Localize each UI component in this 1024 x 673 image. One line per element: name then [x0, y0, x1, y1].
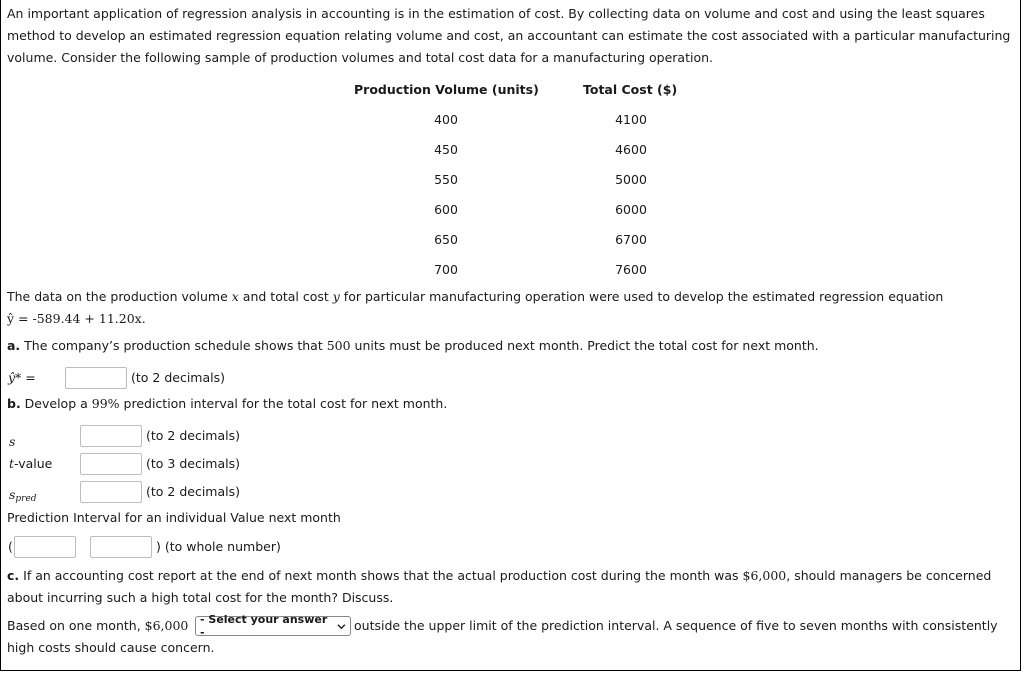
regression-equation: ŷ = -589.44 + 11.20x.	[7, 311, 146, 326]
interval-label: Prediction Interval for an individual Value next month	[7, 510, 341, 525]
t-value-suffix: -value	[14, 456, 53, 471]
part-a-text-b: units must be produced next month. Predict the total cost for next month.	[350, 338, 819, 353]
t-value-input[interactable]	[80, 453, 142, 475]
part-a-text-a: The company’s production schedule shows that	[20, 338, 327, 353]
interval-open-paren: (	[8, 539, 13, 554]
intro-line-1: An important application of regression analysis in accounting is in the estimation of cost. By collecting data on volume and cost and using the least squares	[7, 6, 985, 21]
interval-lower-input[interactable]	[14, 536, 76, 558]
equation-text-c: for particular manufacturing operation were used to develop the estimated regression equation	[339, 289, 944, 304]
part-b-pct: 99%	[91, 396, 120, 411]
table-cell: 550	[434, 172, 458, 187]
table-cell: 4600	[615, 142, 647, 157]
table-cell: 5000	[615, 172, 647, 187]
part-c-text-a: If an accounting cost report at the end of next month shows that the actual production cost during the month was	[19, 568, 743, 583]
part-b-text-a: Develop a	[20, 396, 92, 411]
part-c-line-4: high costs should cause concern.	[7, 640, 215, 655]
s-pred-variable: s	[9, 487, 16, 502]
equation-text-a: The data on the production volume	[7, 289, 232, 304]
t-value-label	[9, 453, 52, 475]
based-text-a: Based on one month,	[7, 618, 145, 633]
column-header-cost: Total Cost ($)	[583, 82, 678, 97]
yhat-star-input[interactable]	[65, 367, 127, 389]
part-a-units: 500	[326, 338, 351, 353]
answer-select[interactable]	[195, 613, 351, 639]
intro-line-2: method to develop an estimated regression equation relating volume and cost, an accountant can estimate the cost associated with a particular manufacturing	[7, 28, 1011, 43]
table-cell: 700	[434, 262, 458, 277]
interval-hint: ) (to whole number)	[156, 539, 281, 554]
part-c-amount: $6,000	[742, 568, 787, 583]
variable-y: y	[332, 289, 340, 304]
s-input[interactable]	[80, 425, 142, 447]
yhat-star-hint: (to 2 decimals)	[131, 370, 225, 385]
yhat-star-label: ŷ* =	[8, 370, 36, 385]
s-pred-input[interactable]	[80, 481, 142, 503]
part-c-text-b: , should managers be concerned	[786, 568, 992, 583]
table-cell: 650	[434, 232, 458, 247]
s-hint: (to 2 decimals)	[146, 428, 240, 443]
based-amount: $6,000	[144, 618, 189, 633]
interval-upper-input[interactable]	[90, 536, 152, 558]
part-b-prefix: b.	[7, 396, 21, 411]
table-cell: 450	[434, 142, 458, 157]
answer-select-label: - Select your answer -	[200, 613, 328, 639]
t-value-hint: (to 3 decimals)	[146, 456, 240, 471]
variable-x: x	[231, 289, 239, 304]
s-pred-subscript: pred	[15, 494, 37, 504]
table-cell: 6700	[615, 232, 647, 247]
equation-text-b: and total cost	[238, 289, 333, 304]
table-cell: 4100	[615, 112, 647, 127]
part-c-question	[7, 565, 991, 587]
s-label: s	[9, 434, 16, 449]
table-cell: 400	[434, 112, 458, 127]
part-a-question	[7, 335, 819, 357]
t-variable: t	[9, 456, 15, 471]
table-cell: 7600	[615, 262, 647, 277]
part-c-prefix: c.	[7, 568, 20, 583]
part-c-based-text	[7, 615, 188, 637]
part-c-line-2: about incurring such a high total cost for the month? Discuss.	[7, 590, 394, 605]
intro-line-3: volume. Consider the following sample of production volumes and total cost data for a manufacturing operation.	[7, 50, 714, 65]
chevron-down-icon	[337, 622, 346, 631]
table-cell: 600	[434, 202, 458, 217]
equation-intro	[7, 286, 943, 308]
part-b-text-b: prediction interval for the total cost for next month.	[119, 396, 448, 411]
part-c-based-text-b: outside the upper limit of the prediction interval. A sequence of five to seven months with consistently	[354, 618, 998, 633]
column-header-volume: Production Volume (units)	[354, 82, 539, 97]
part-b-question	[7, 393, 447, 415]
part-a-prefix: a.	[7, 338, 21, 353]
table-cell: 6000	[615, 202, 647, 217]
s-pred-hint: (to 2 decimals)	[146, 484, 240, 499]
